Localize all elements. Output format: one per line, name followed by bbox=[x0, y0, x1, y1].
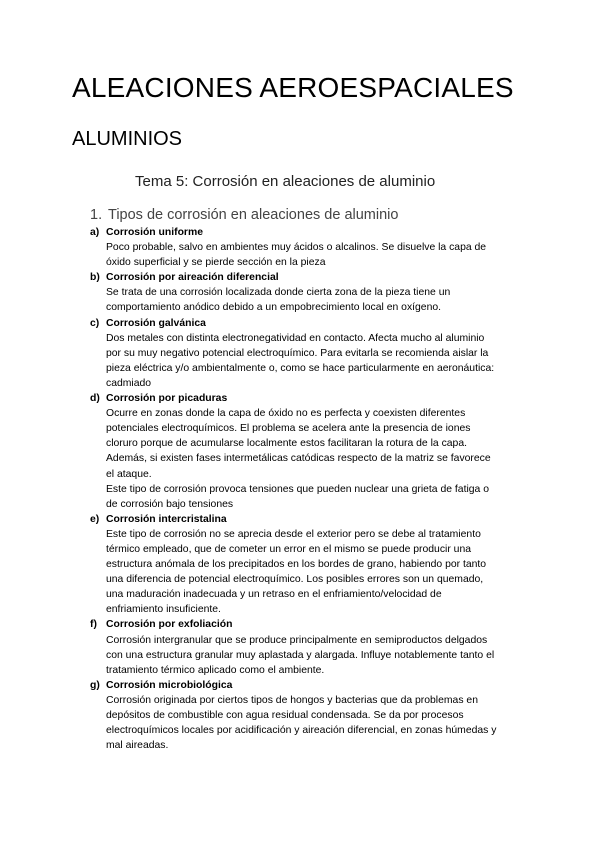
list-item-marker: d) bbox=[90, 393, 100, 405]
section-title: ALUMINIOS bbox=[72, 128, 183, 150]
list-item-marker: f) bbox=[90, 619, 97, 631]
list-item-text-line: pieza eléctrica y/o ambientalmente o, como se hace particularmente en aeronáutica: bbox=[106, 362, 495, 374]
document-title: ALEACIONES AEROESPACIALES bbox=[72, 72, 514, 103]
list-item-text-line: Este tipo de corrosión provoca tensiones que pueden nuclear una grieta de fatiga o bbox=[106, 483, 489, 495]
list-item-text-line: con una estructura granular muy aplastada y alargada. Influye notablemente tanto el bbox=[106, 649, 495, 661]
list-item-text-line: Corrosión intergranular que se produce principalmente en semiproductos delgados bbox=[106, 634, 488, 646]
list-item-text-line: Además, si existen fases intermetálicas catódicas respecto de la matriz se favorece bbox=[106, 453, 491, 465]
list-item-text-line: Corrosión originada por ciertos tipos de hongos y bacterias que da problemas en bbox=[106, 694, 478, 706]
list-item-text-line: depósitos de combustible con agua residual condensada. Se da por procesos bbox=[106, 710, 464, 721]
list-item-marker: a) bbox=[90, 227, 100, 238]
list-item-text-line: de corrosión bajo tensiones bbox=[106, 498, 234, 510]
list-item-marker: g) bbox=[90, 679, 100, 691]
list-item-text-line: una maduración inadecuada y un retraso en el enfriamiento/velocidad de bbox=[106, 589, 442, 601]
corrosion-types-list bbox=[90, 225, 510, 753]
list-item-text-line: Se trata de una corrosión localizada donde cierta zona de la pieza tiene un bbox=[106, 287, 451, 299]
list-item-text-line: una diferencia de potencial electroquímico. Los posibles errores son un quemado, bbox=[106, 574, 484, 586]
list-item-text-line: enfriamiento insuficiente. bbox=[106, 604, 221, 616]
list-item-marker: b) bbox=[90, 272, 100, 284]
list-item bbox=[90, 512, 510, 618]
list-item-text-line: cadmiado bbox=[106, 377, 152, 389]
list-item-text-line: térmico empleado, que de cometer un error en el mismo se puede producir una bbox=[106, 543, 472, 555]
list-item-title: Corrosión por exfoliación bbox=[106, 619, 233, 631]
list-heading-number: 1. bbox=[90, 207, 103, 223]
list-item-title: Corrosión galvánica bbox=[106, 317, 206, 329]
list-item-text-line: estructura anómala de los precipitados en los bordes de grano, habiendo por tanto bbox=[106, 559, 487, 571]
list-item-text-line: cloruro porque de acumularse localmente estos facilitaran la rotura de la capa. bbox=[106, 438, 467, 450]
list-item-text-line: por su muy negativo potencial electroquímico. Para evitarla se recomienda aislar la bbox=[106, 347, 489, 359]
list-item bbox=[90, 225, 510, 270]
topic-title: Tema 5: Corrosión en aleaciones de aluminio bbox=[135, 173, 436, 190]
list-item bbox=[90, 316, 510, 391]
list-item-marker: c) bbox=[90, 317, 100, 329]
list-item-title: Corrosión microbiológica bbox=[106, 679, 233, 691]
list-heading-text: Tipos de corrosión en aleaciones de aluminio bbox=[108, 207, 399, 223]
list-item-text-line: potenciales electroquímicos. El problema se acelera ante la presencia de iones bbox=[106, 423, 471, 435]
list-item bbox=[90, 678, 510, 753]
list-item bbox=[90, 391, 510, 512]
list-item-text-line: Este tipo de corrosión no se aprecia desde el exterior pero se debe al tratamiento bbox=[106, 528, 481, 540]
list-item-text-line: Ocurre en zonas donde la capa de óxido no es perfecta y coexisten diferentes bbox=[106, 408, 466, 420]
list-item-marker: e) bbox=[90, 513, 100, 525]
list-item bbox=[90, 617, 510, 677]
list-item-title: Corrosión por picaduras bbox=[106, 393, 228, 405]
list-item-text-line: mal aireadas. bbox=[106, 740, 169, 752]
list-item-text-line: Poco probable, salvo en ambientes muy ácidos o alcalinos. Se disuelve la capa de bbox=[106, 242, 487, 254]
list-heading bbox=[90, 205, 398, 225]
list-item-text-line: Dos metales con distinta electronegatividad en contacto. Afecta mucho al aluminio bbox=[106, 332, 485, 344]
list-item-text-line: óxido superficial y se pierde sección en la pieza bbox=[106, 257, 326, 269]
list-item-text-line: el ataque. bbox=[106, 468, 152, 480]
list-item-title: Corrosión intercristalina bbox=[106, 513, 227, 525]
list-item-text-line: comportamiento anódico debido a un empobrecimiento local en oxígeno. bbox=[106, 302, 442, 314]
list-item-title: Corrosión por aireación diferencial bbox=[106, 272, 279, 284]
list-item-title: Corrosión uniforme bbox=[106, 227, 203, 238]
list-item-text-line: electroquímicos locales por acidificación y aireación diferencial, en zonas húmedas y bbox=[106, 725, 497, 737]
list-item bbox=[90, 270, 510, 315]
list-item-text-line: tratamiento térmico aplicado como el ambiente. bbox=[106, 664, 325, 676]
